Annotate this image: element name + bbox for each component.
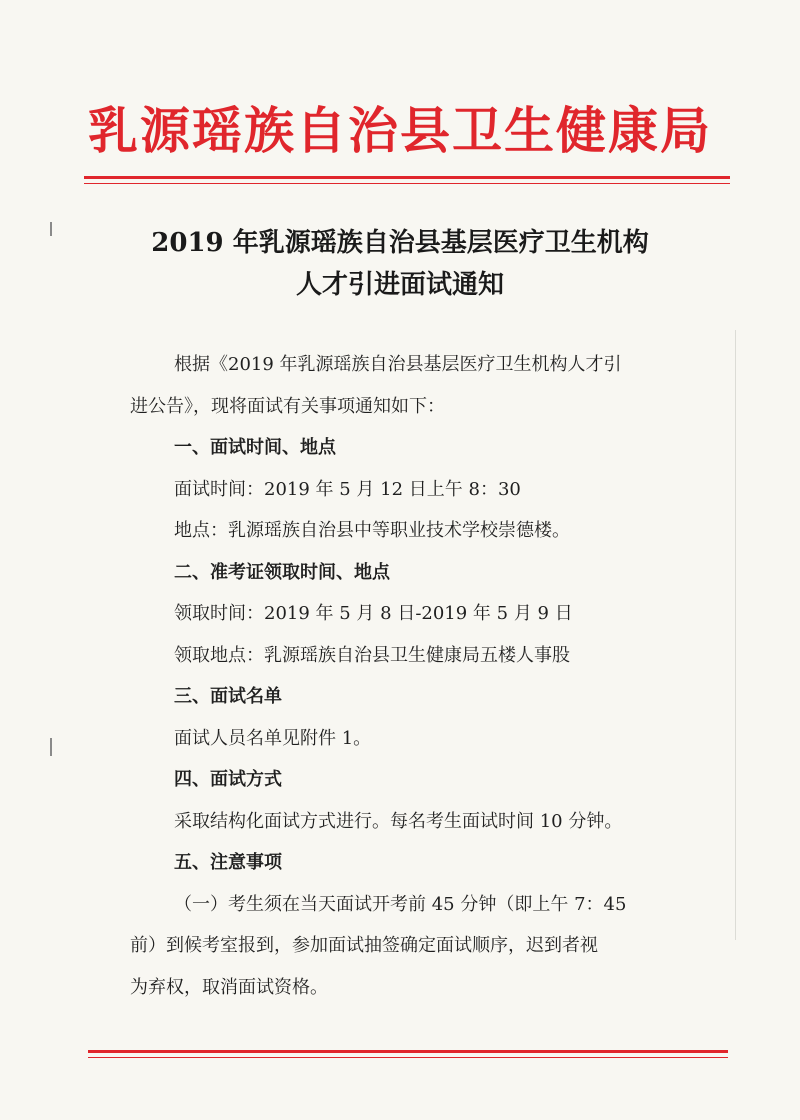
letterhead-org-name: 乳源瑶族自治县卫生健康局 [88,101,712,160]
intro-paragraph-line2: 进公告》，现将面试有关事项通知如下： [130,395,445,417]
section3-text: 面试人员名单见附件 1。 [174,727,372,749]
section2-heading: 二、准考证领取时间、地点 [174,561,390,583]
section2-place: 领取地点：乳源瑶族自治县卫生健康局五楼人事股 [174,644,570,666]
section5-item1-line2: 前）到候考室报到，参加面试抽签确定面试顺序，迟到者视 [130,935,598,956]
footer-rule-thin [88,1057,728,1058]
section2-time: 领取时间：2019 年 5 月 8 日-2019 年 5 月 9 日 [174,603,573,624]
section5-item1-line3: 为弃权，取消面试资格。 [130,976,328,998]
binding-mark-bottom [50,738,52,756]
notice-title-line2: 人才引进面试通知 [295,270,504,300]
notice-body [130,344,710,1008]
section5-item1-line1: （一）考生须在当天面试开考前 45 分钟（即上午 7：45 [174,893,627,915]
footer-rule-thick [88,1050,728,1053]
section1-time: 面试时间：2019 年 5 月 12 日上午 8：30 [174,478,521,500]
section4-text: 采取结构化面试方式进行。每名考生面试时间 10 分钟。 [174,810,623,832]
section4-heading: 四、面试方式 [174,769,282,790]
section5-heading: 五、注意事项 [174,852,282,873]
letterhead-rule-thick [84,176,730,179]
letterhead-rule-thin [84,183,730,184]
section1-heading: 一、面试时间、地点 [174,437,336,458]
scan-edge-line [735,330,736,940]
intro-paragraph-line1: 根据《2019 年乳源瑶族自治县基层医疗卫生机构人才引 [174,354,622,375]
binding-mark-top [50,222,52,236]
section1-place: 地点：乳源瑶族自治县中等职业技术学校崇德楼。 [174,520,570,541]
section3-heading: 三、面试名单 [174,686,282,707]
notice-title [90,222,710,306]
notice-title-line1: 2019 年乳源瑶族自治县基层医疗卫生机构 [151,228,649,258]
